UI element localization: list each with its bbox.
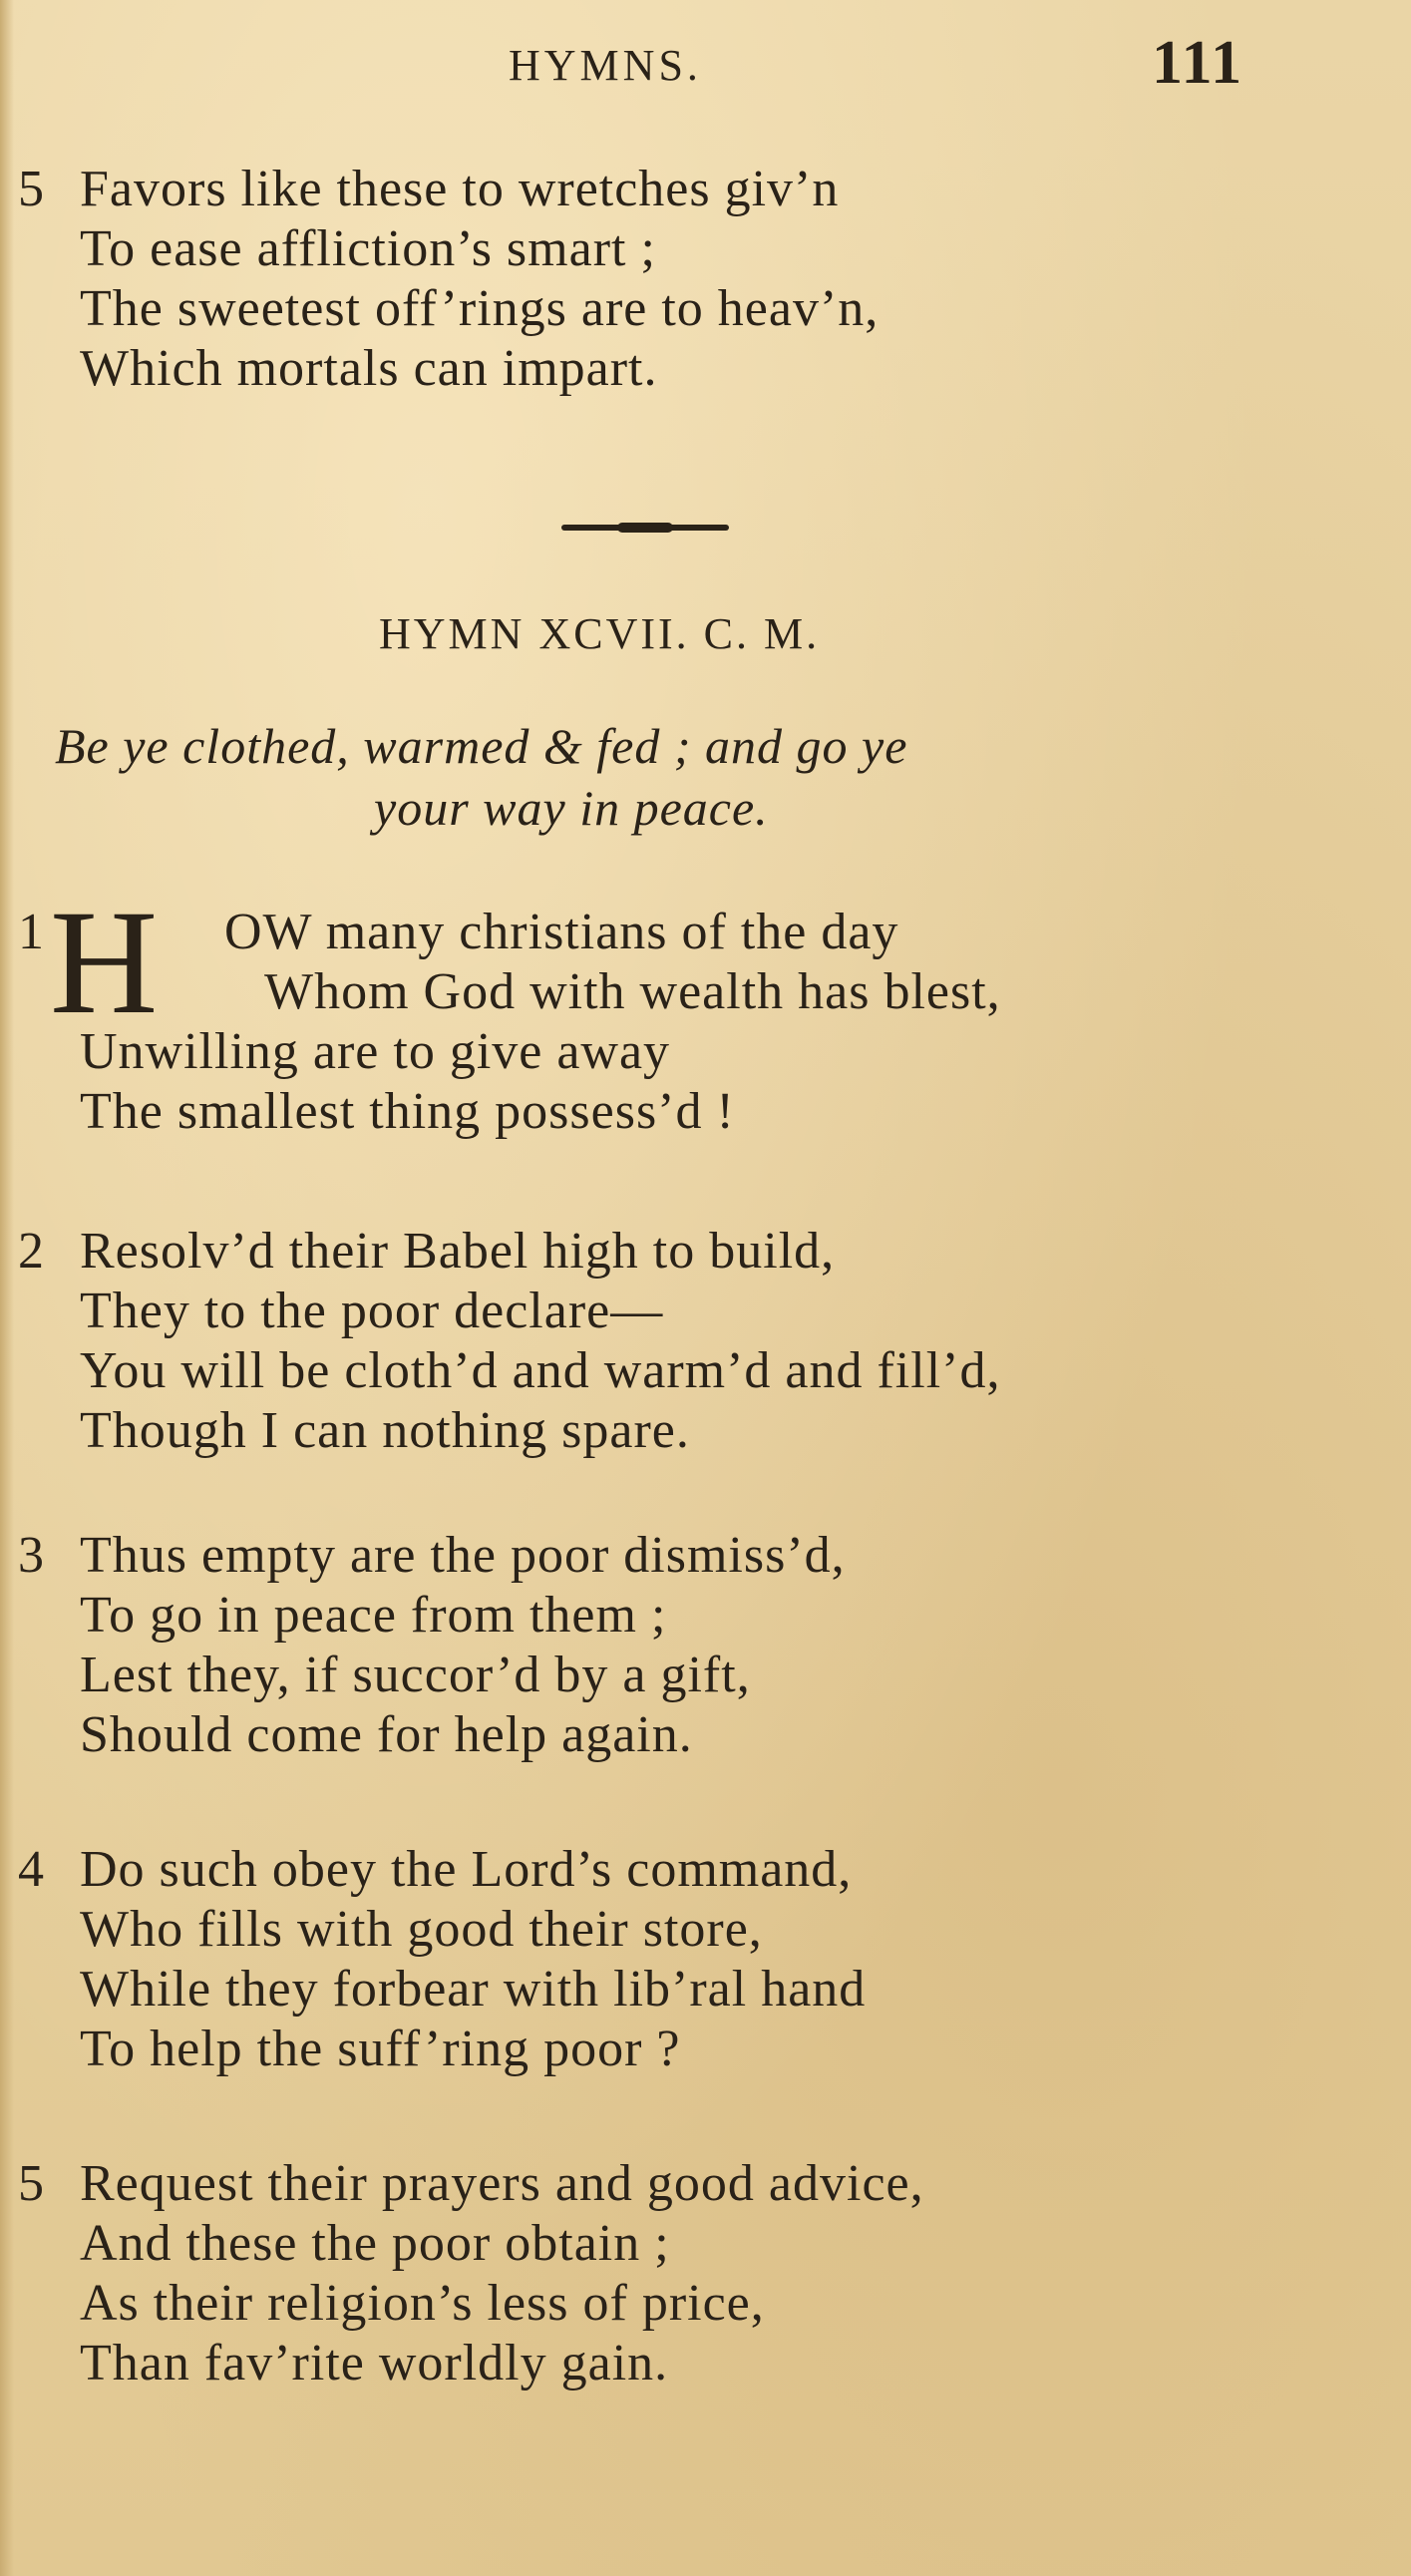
stanza-line: Request their prayers and good advice,: [80, 2155, 924, 2212]
stanza-line: Do such obey the Lord’s command,: [80, 1841, 853, 1898]
stanza-number: 5: [18, 161, 44, 217]
stanza-number: 2: [18, 1223, 44, 1280]
stanza-line: The smallest thing possess’d !: [80, 1083, 735, 1140]
stanza-line: Which mortals can impart.: [80, 340, 658, 397]
stanza-line: Than fav’rite worldly gain.: [80, 2335, 669, 2392]
stanza-number: 5: [18, 2155, 44, 2212]
stanza-line: They to the poor declare—: [80, 1283, 664, 1339]
stanza-line: As their religion’s less of price,: [80, 2275, 765, 2332]
stanza-line: Should come for help again.: [80, 1706, 693, 1763]
stanza-line: Thus empty are the poor dismiss’d,: [80, 1527, 846, 1584]
stanza-line: Unwilling are to give away: [80, 1023, 671, 1080]
stanza-line: And these the poor obtain ;: [80, 2215, 670, 2272]
stanza-number: 4: [18, 1841, 44, 1898]
stanza-line: Favors like these to wretches giv’n: [80, 161, 840, 217]
epigraph-line: Be ye clothed, warmed & fed ; and go ye: [55, 718, 908, 774]
epigraph-line: your way in peace.: [374, 780, 769, 836]
drop-cap: H: [50, 880, 159, 1045]
stanza-line: While they forbear with lib’ral hand: [80, 1961, 867, 2018]
stanza-number: 1: [18, 904, 44, 960]
stanza-line: Though I can nothing spare.: [80, 1402, 690, 1459]
stanza-line: Whom God with wealth has blest,: [264, 963, 1001, 1020]
section-divider: [561, 525, 729, 531]
stanza-line: To ease affliction’s smart ;: [80, 220, 656, 277]
stanza-line: You will be cloth’d and warm’d and fill’d,: [80, 1342, 1001, 1399]
hymn-title: HYMN XCVII. C. M.: [379, 609, 821, 658]
stanza-line: OW many christians of the day: [224, 904, 899, 960]
stanza-number: 3: [18, 1527, 44, 1584]
stanza-line: Who fills with good their store,: [80, 1901, 763, 1958]
stanza-line: Resolv’d their Babel high to build,: [80, 1223, 836, 1280]
stanza-line: To go in peace from them ;: [80, 1587, 667, 1644]
stanza-line: To help the suff’ring poor ?: [80, 2021, 681, 2077]
stanza-line: Lest they, if succor’d by a gift,: [80, 1647, 751, 1703]
page-number: 111: [1152, 29, 1244, 97]
page-edge-shadow: [0, 0, 14, 2576]
running-header: HYMNS.: [509, 41, 702, 90]
stanza-line: The sweetest off’rings are to heav’n,: [80, 280, 880, 337]
